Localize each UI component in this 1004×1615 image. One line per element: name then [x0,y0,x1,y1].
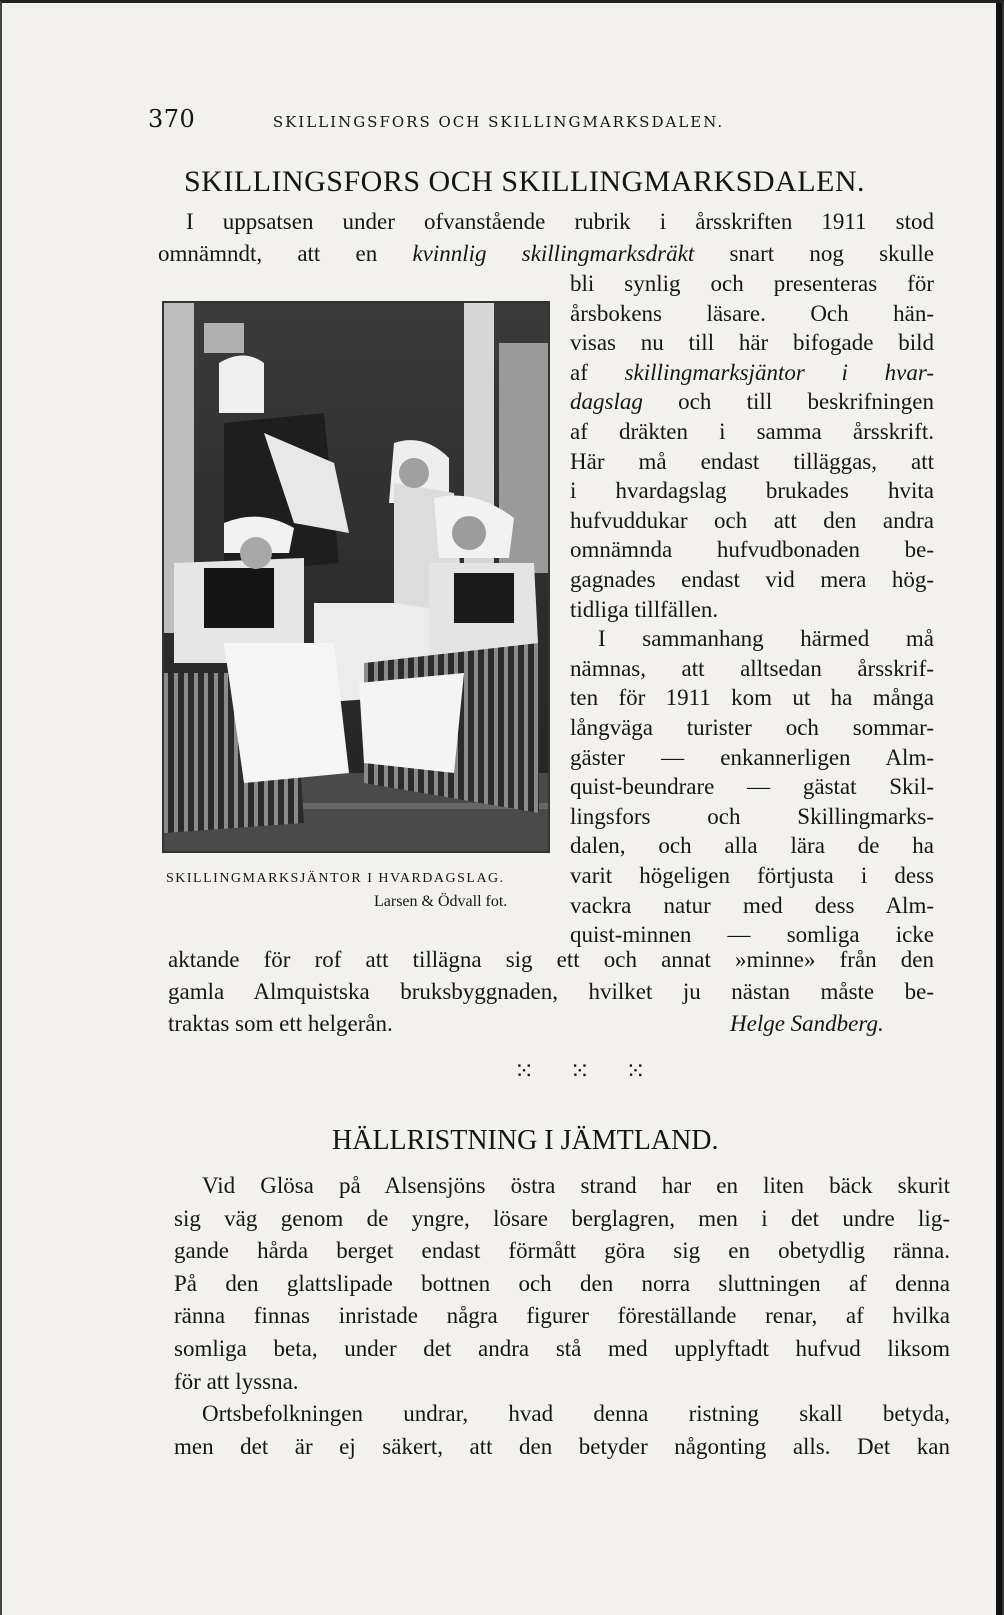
article2-title: HÄLLRISTNING I JÄMTLAND. [332,1125,719,1156]
running-header [148,105,848,133]
article1-line: varit högeligen förtjusta i dess [570,863,934,888]
article1-line: aktande för rof att tillägna sig ett och annat »minne» från den [168,947,934,972]
article1-line: ten för 1911 kom ut ha många [570,685,934,711]
article1-line: quist-beundrare — gästat Skil- [570,774,934,800]
article1-line: vackra natur med dess Alm- [570,892,934,918]
photo-illustration [164,303,548,851]
photo-skillingmarksjantor [162,301,550,853]
article2-line: sig väg genom de yngre, lösare berglagren, men i det undre lig- [174,1205,950,1231]
article1-line: dagslag och till beskrifningen [570,389,934,415]
article1-line: Här må endast tilläggas, att [570,448,934,474]
photo-caption: SKILLINGMARKSJÄNTOR I HVARDAGSLAG. [166,871,505,886]
article1-line: nämnas, att alltsedan årsskrif- [570,655,934,681]
article1-line: hufvuddukar och att den andra [570,507,934,533]
article-title: SKILLINGSFORS OCH SKILLINGMARKSDALEN. [184,165,866,198]
article1-line: af dräkten i samma årsskrift. [570,419,934,444]
article2-line: somliga beta, under det andra stå med upplyftadt hufvud liksom [174,1336,950,1361]
article1-line: omnämndt, att en kvinnlig skillingmarksdräkt snart nog skulle [158,241,935,266]
page-number: 370 [148,105,196,133]
article1-line: långväga turister och sommar- [570,715,934,740]
article2-line: ränna finnas inristade några figurer föreställande renar, af hvilka [174,1303,950,1329]
article1-line: I uppsatsen under ofvanstående rubrik i årsskriften 1911 stod [186,209,934,234]
running-title: SKILLINGSFORS OCH SKILLINGMARKSDALEN. [272,113,725,131]
article1-line: quist-minnen — somliga icke [570,922,934,948]
article1-line: I sammanhang härmed må [598,626,934,652]
article1-line: traktas som ett helgerån. [168,1011,393,1036]
article2-line: för att lyssna. [174,1368,299,1394]
article1-line: gamla Almquistska bruksbyggnaden, hvilket ju nästan måste be- [168,979,934,1004]
article1-line: gäster — enkannerligen Alm- [570,744,934,770]
article1-line: dalen, och alla lära de ha [570,833,934,859]
article2-line: På den glattslipade bottnen och den norra sluttningen af denna [174,1270,950,1296]
article1-line: i hvardagslag brukades hvita [570,478,934,504]
article2-line: gande hårda berget endast förmått göra sig en obetydlig ränna. [174,1238,950,1264]
article2-line: Ortsbefolkningen undrar, hvad denna ristning skall betyda, [202,1401,950,1427]
article1-line: årsbokens läsare. Och hän- [570,300,934,326]
article1-line: lingsfors och Skillingmarks- [570,803,934,829]
article1-line: bli synlig och presenteras för [570,271,934,296]
article2-line: men det är ej säkert, att den betyder någonting alls. Det kan [174,1433,950,1459]
article1-line: af skillingmarksjäntor i hvar- [570,359,934,385]
article2-line: Vid Glösa på Alsensjöns östra strand har en liten bäck skurit [202,1173,950,1198]
article1-line: tidliga tillfällen. [570,596,719,622]
article1-line: visas nu till här bifogade bild [570,330,934,356]
article1-line: gagnades endast vid mera hög- [570,567,934,592]
scan-edge [996,3,1002,1615]
section-separator: ⁙ ⁙ ⁙ [514,1057,660,1085]
article1-line: omnämnda hufvudbonaden be- [570,537,934,563]
photo-credit: Larsen & Ödvall fot. [374,893,508,910]
signature: Helge Sandberg. [730,1011,884,1036]
